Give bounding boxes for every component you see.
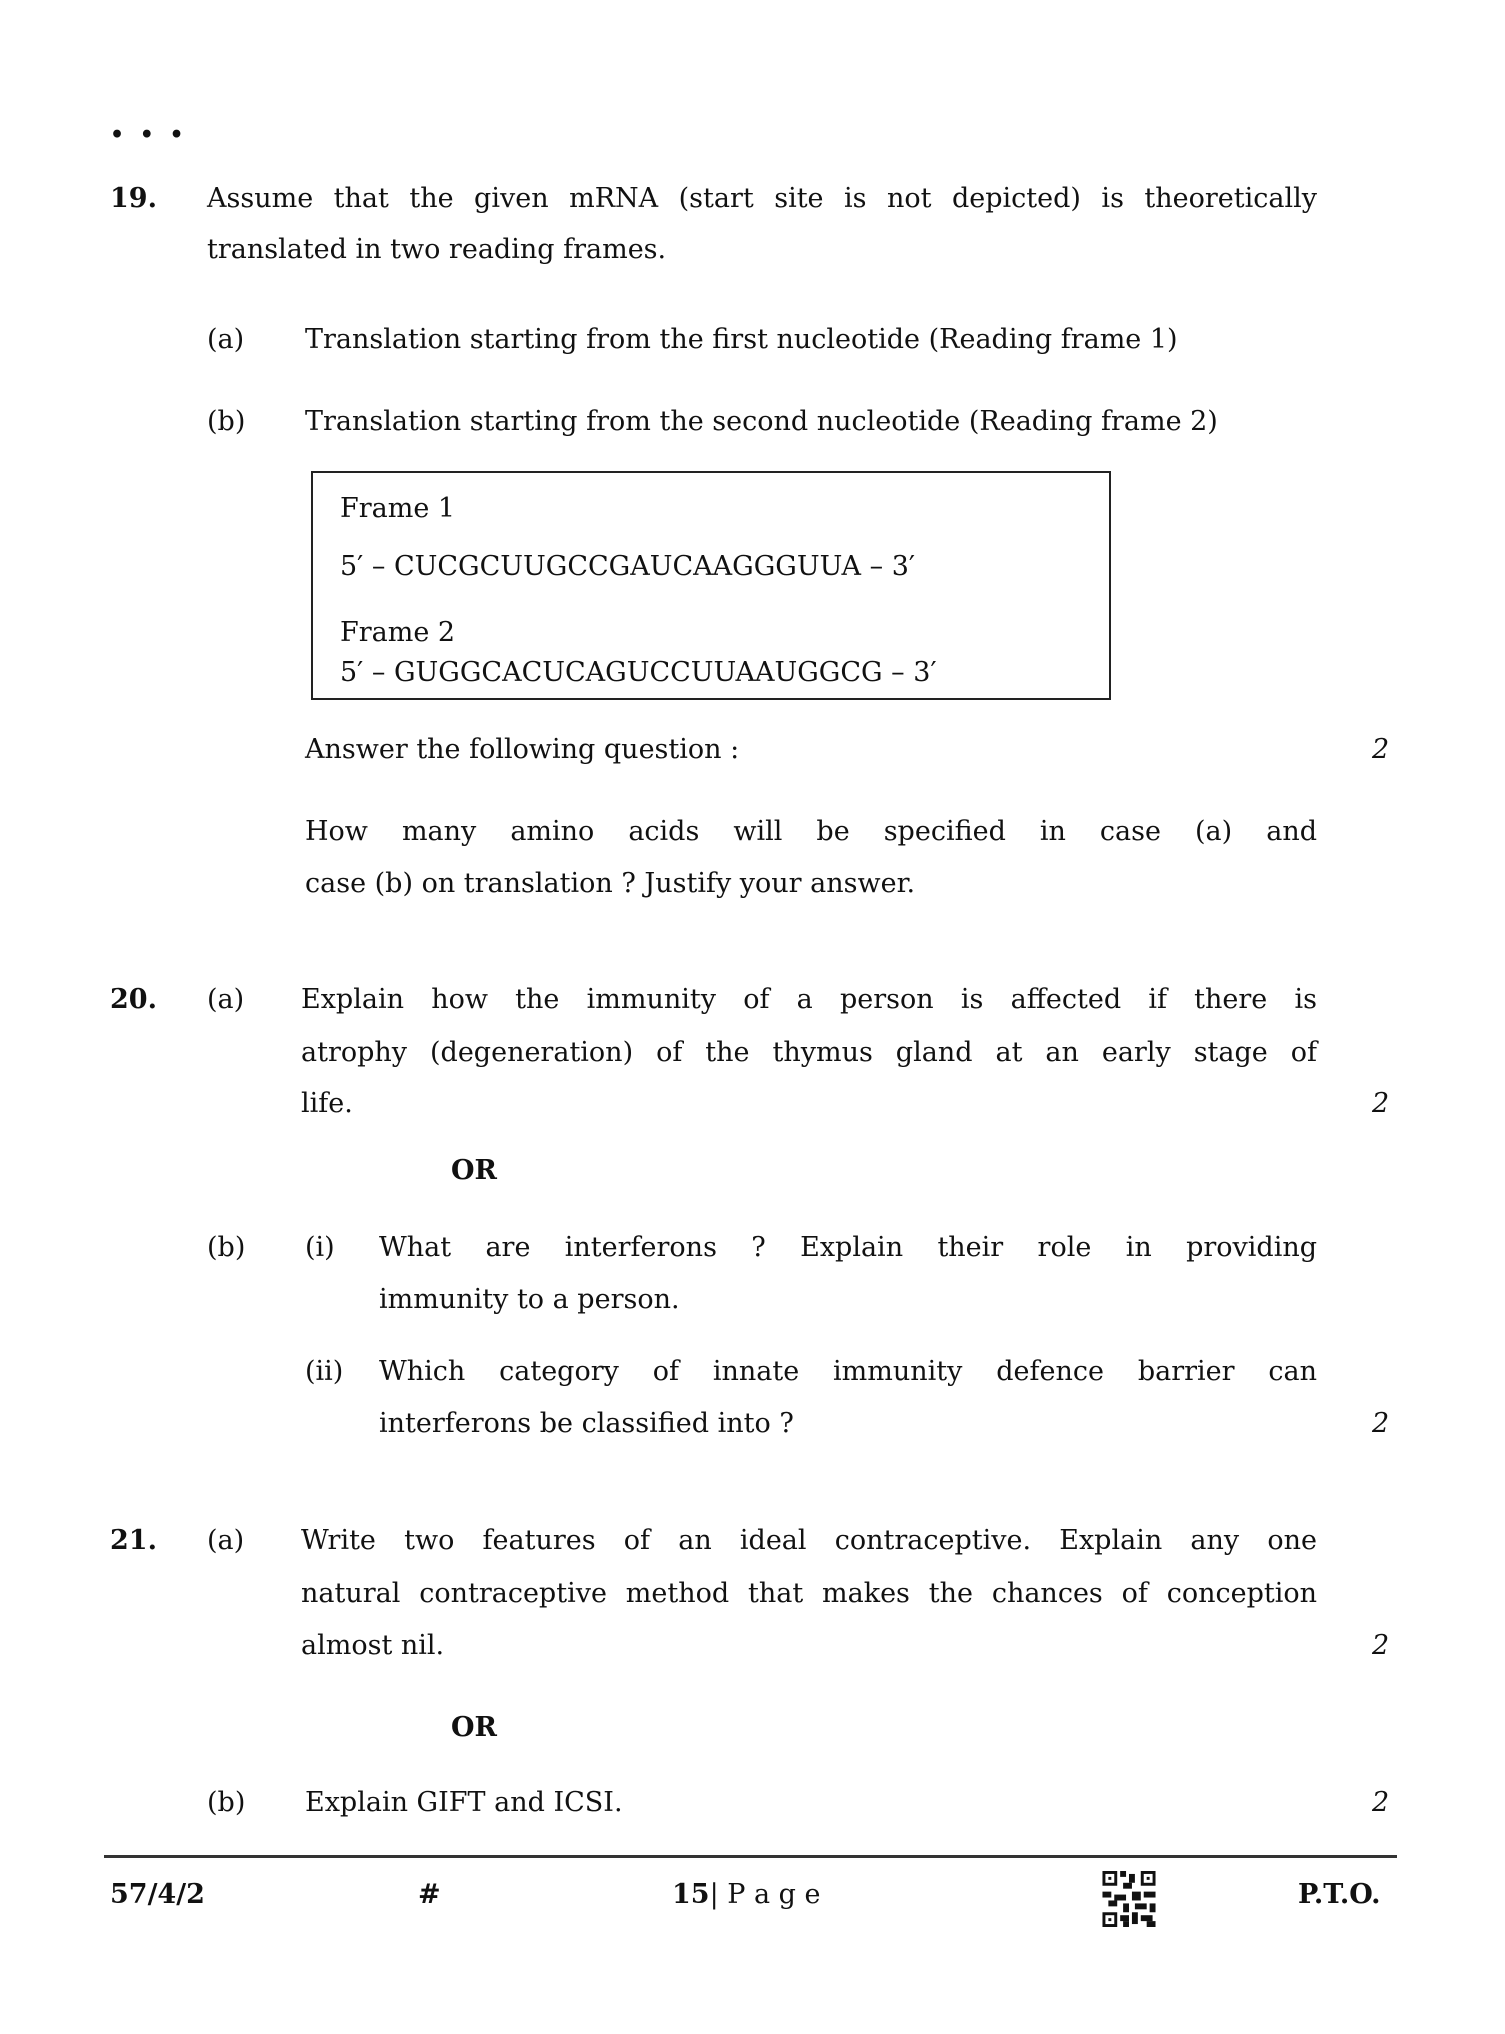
q20-or: OR	[451, 1155, 497, 1186]
footer-divider	[104, 1855, 1397, 1858]
q21-a-marks: 2	[1372, 1630, 1390, 1661]
question-number-21: 21.	[110, 1525, 157, 1556]
q19-a-text: Translation starting from the first nucleotide (Reading frame 1)	[305, 324, 1178, 355]
q20-b-label: (b)	[207, 1232, 246, 1263]
q20-ii-line-2: interferons be classified into ?	[379, 1408, 794, 1439]
q20-ii-line-1: Which category of innate immunity defence barrier can	[379, 1356, 1317, 1387]
q21-a-line-3: almost nil.	[301, 1630, 445, 1661]
q20-ii-label: (ii)	[305, 1356, 344, 1387]
q20-a-label: (a)	[207, 984, 245, 1015]
q19-question-line-1: How many amino acids will be specified in case (a) and	[305, 816, 1317, 847]
frame1-sequence: 5′ – CUCGCUUGCCGAUCAAGGGUUA – 3′	[340, 551, 916, 582]
q20-i-label: (i)	[305, 1232, 335, 1263]
q21-a-label: (a)	[207, 1525, 245, 1556]
q19-answer-prompt: Answer the following question :	[305, 734, 740, 765]
frame2-title: Frame 2	[340, 617, 456, 648]
q21-a-line-1: Write two features of an ideal contraceptive. Explain any one	[301, 1525, 1317, 1556]
page-label: | P a g e	[709, 1879, 821, 1910]
continuation-dots: • • •	[110, 122, 188, 148]
page-number	[672, 1877, 821, 1913]
q19-a-label: (a)	[207, 324, 245, 355]
q19-b-label: (b)	[207, 406, 246, 437]
q21-b-marks: 2	[1372, 1787, 1390, 1818]
q20-b-marks: 2	[1372, 1408, 1390, 1439]
q19-line-1: Assume that the given mRNA (start site is not depicted) is theoretically	[207, 183, 1317, 214]
frame1-title: Frame 1	[340, 493, 456, 524]
q21-b-label: (b)	[207, 1787, 246, 1818]
paper-code: 57/4/2	[110, 1879, 205, 1910]
question-number-19: 19.	[110, 183, 157, 214]
q21-a-line-2: natural contraceptive method that makes the chances of conception	[301, 1578, 1317, 1609]
q20-a-line-3: life.	[301, 1088, 353, 1119]
q20-i-line-1: What are interferons ? Explain their role in providing	[379, 1232, 1317, 1263]
q19-marks: 2	[1372, 734, 1390, 765]
hash-mark: #	[418, 1879, 441, 1910]
q19-b-text: Translation starting from the second nucleotide (Reading frame 2)	[305, 406, 1218, 437]
page-number-value: 15	[672, 1879, 710, 1910]
q21-or: OR	[451, 1712, 497, 1743]
qr-code-icon	[1102, 1871, 1156, 1927]
q20-a-marks: 2	[1372, 1088, 1390, 1119]
q19-question-line-2: case (b) on translation ? Justify your answer.	[305, 868, 916, 899]
q19-line-2: translated in two reading frames.	[207, 234, 667, 265]
question-number-20: 20.	[110, 984, 157, 1015]
q21-b-text: Explain GIFT and ICSI.	[305, 1787, 623, 1818]
q20-a-line-2: atrophy (degeneration) of the thymus gland at an early stage of	[301, 1037, 1317, 1068]
q20-a-line-1: Explain how the immunity of a person is affected if there is	[301, 984, 1317, 1015]
please-turn-over: P.T.O.	[1298, 1879, 1381, 1910]
frame2-sequence: 5′ – GUGGCACUCAGUCCUUAAUGGCG – 3′	[340, 657, 937, 688]
q20-i-line-2: immunity to a person.	[379, 1284, 680, 1315]
